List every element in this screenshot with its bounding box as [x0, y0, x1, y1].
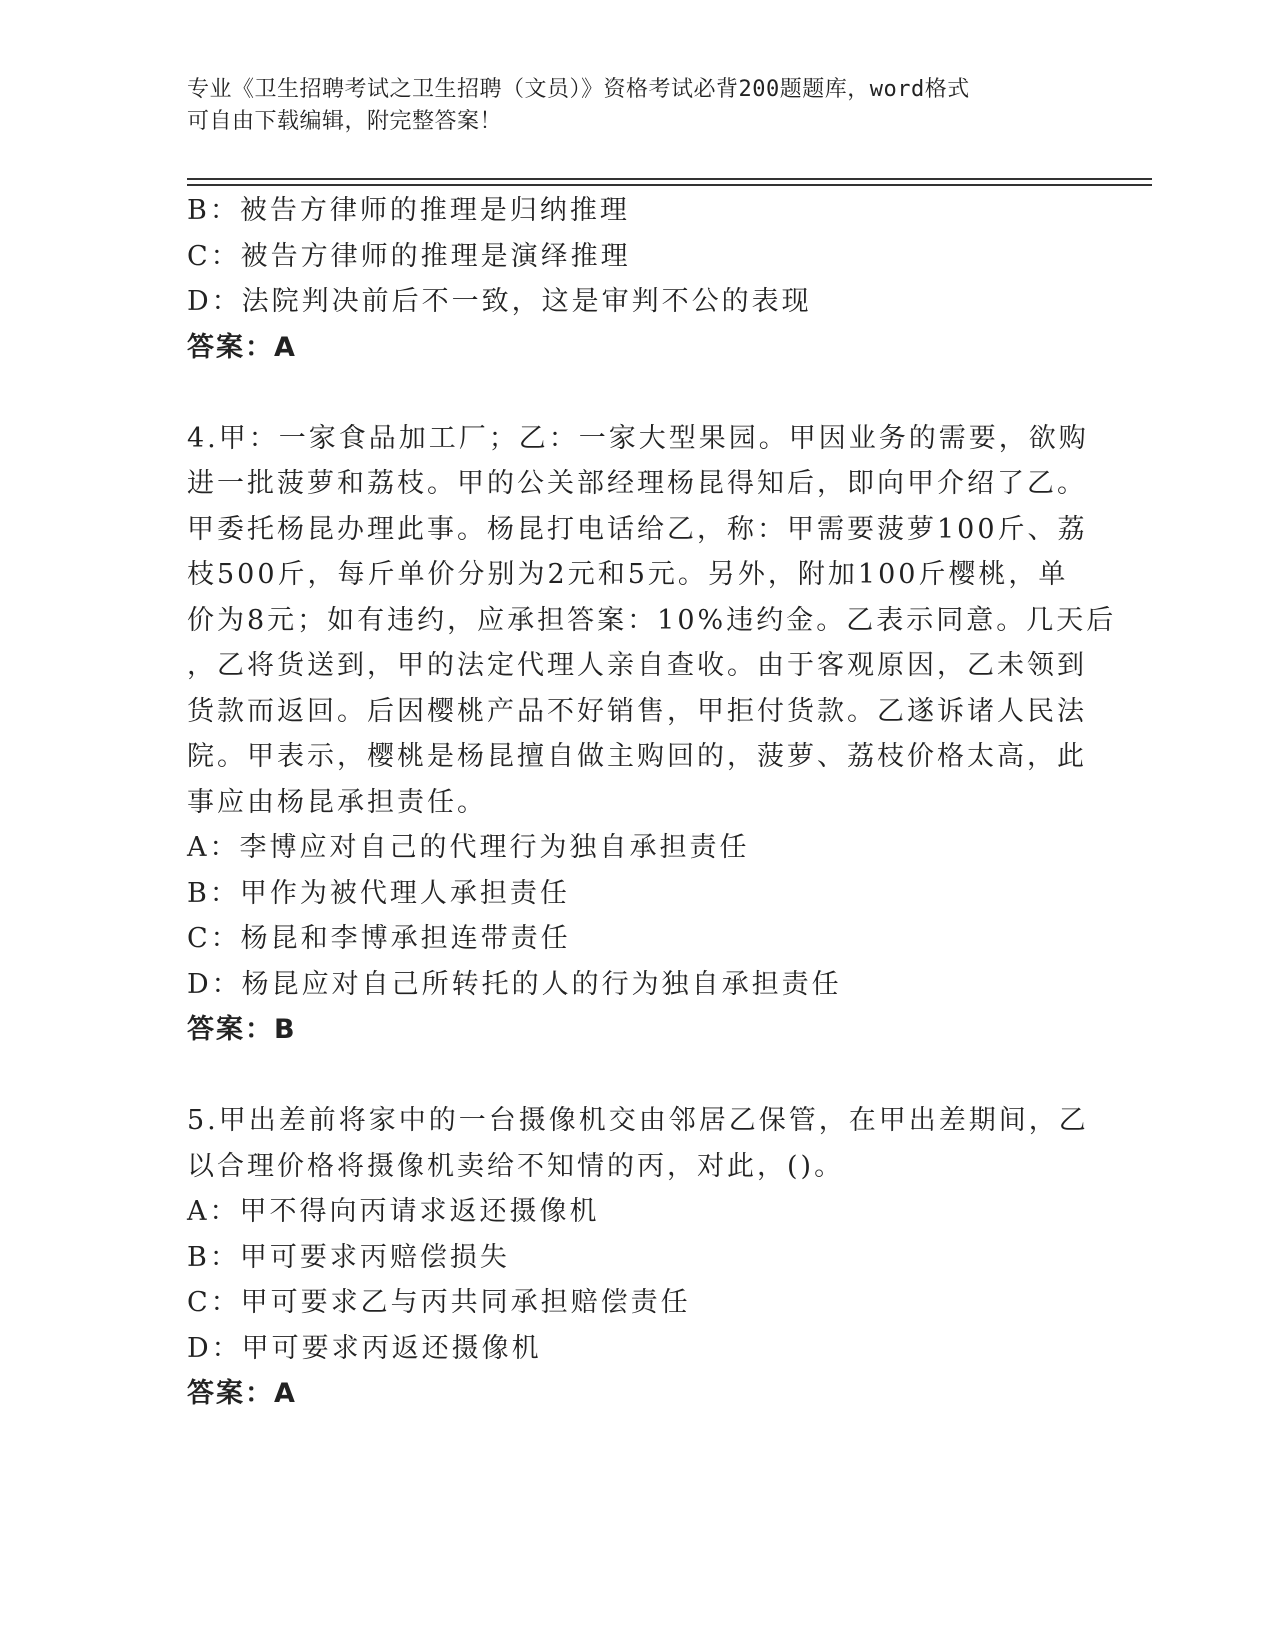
option-c: C：甲可要求乙与丙共同承担赔偿责任 [187, 1287, 691, 1318]
question-3-tail [187, 188, 1087, 370]
question-stem-line: 5.甲出差前将家中的一台摄像机交由邻居乙保管，在甲出差期间，乙 [187, 1105, 1089, 1136]
question-stem-line: 4.甲：一家食品加工厂；乙：一家大型果园。甲因业务的需要，欲购 [187, 422, 1089, 454]
header-line-1: 专业《卫生招聘考试之卫生招聘（文员）》资格考试必背200题题库，word格式 [187, 77, 970, 102]
option-d: D：甲可要求丙返还摄像机 [187, 1332, 542, 1364]
question-stem-line: 事应由杨昆承担责任。 [187, 786, 487, 818]
question-stem-line: 甲委托杨昆办理此事。杨昆打电话给乙，称：甲需要菠萝100斤、荔 [187, 513, 1088, 545]
question-stem-line: 以合理价格将摄像机卖给不知情的丙，对此，()。 [187, 1150, 845, 1182]
question-stem-line: 货款而返回。后因樱桃产品不好销售，甲拒付货款。乙遂诉诸人民法 [187, 695, 1087, 727]
option-d: D：杨昆应对自己所转托的人的行为独自承担责任 [187, 968, 842, 1000]
option-c: C：被告方律师的推理是演绎推理 [187, 240, 631, 272]
option-a: A：李博应对自己的代理行为独自承担责任 [187, 832, 750, 863]
spacer [187, 370, 1087, 416]
option-d: D：法院判决前后不一致，这是审判不公的表现 [187, 286, 812, 317]
answer-line: 答案：A [187, 331, 297, 363]
question-stem-line: 价为8元；如有违约，应承担答案：10%违约金。乙表示同意。几天后 [187, 604, 1117, 636]
question-5 [187, 1098, 1087, 1417]
header-divider-top [187, 178, 1152, 180]
spacer [187, 1053, 1087, 1099]
question-stem-line: 枝500斤，每斤单价分别为2元和5元。另外，附加100斤樱桃，单 [187, 559, 1069, 590]
option-c: C：杨昆和李博承担连带责任 [187, 923, 571, 954]
option-a: A：甲不得向丙请求返还摄像机 [187, 1196, 600, 1227]
answer-line: 答案：B [187, 1014, 297, 1045]
option-b: B：被告方律师的推理是归纳推理 [187, 195, 630, 226]
document-header [187, 74, 1067, 138]
question-stem-line: 院。甲表示，樱桃是杨昆擅自做主购回的，菠萝、荔枝价格太高，此 [187, 741, 1087, 772]
header-line-2: 可自由下载编辑，附完整答案！ [187, 109, 503, 134]
question-stem-line: ，乙将货送到，甲的法定代理人亲自查收。由于客观原因，乙未领到 [187, 650, 1087, 681]
answer-line: 答案：A [187, 1378, 297, 1409]
option-b: B：甲作为被代理人承担责任 [187, 877, 570, 909]
option-b: B：甲可要求丙赔偿损失 [187, 1241, 510, 1273]
question-stem-line: 进一批菠萝和荔枝。甲的公关部经理杨昆得知后，即向甲介绍了乙。 [187, 468, 1087, 499]
question-4 [187, 416, 1117, 1053]
document-body [187, 188, 1117, 1417]
header-divider-bottom [187, 184, 1152, 186]
